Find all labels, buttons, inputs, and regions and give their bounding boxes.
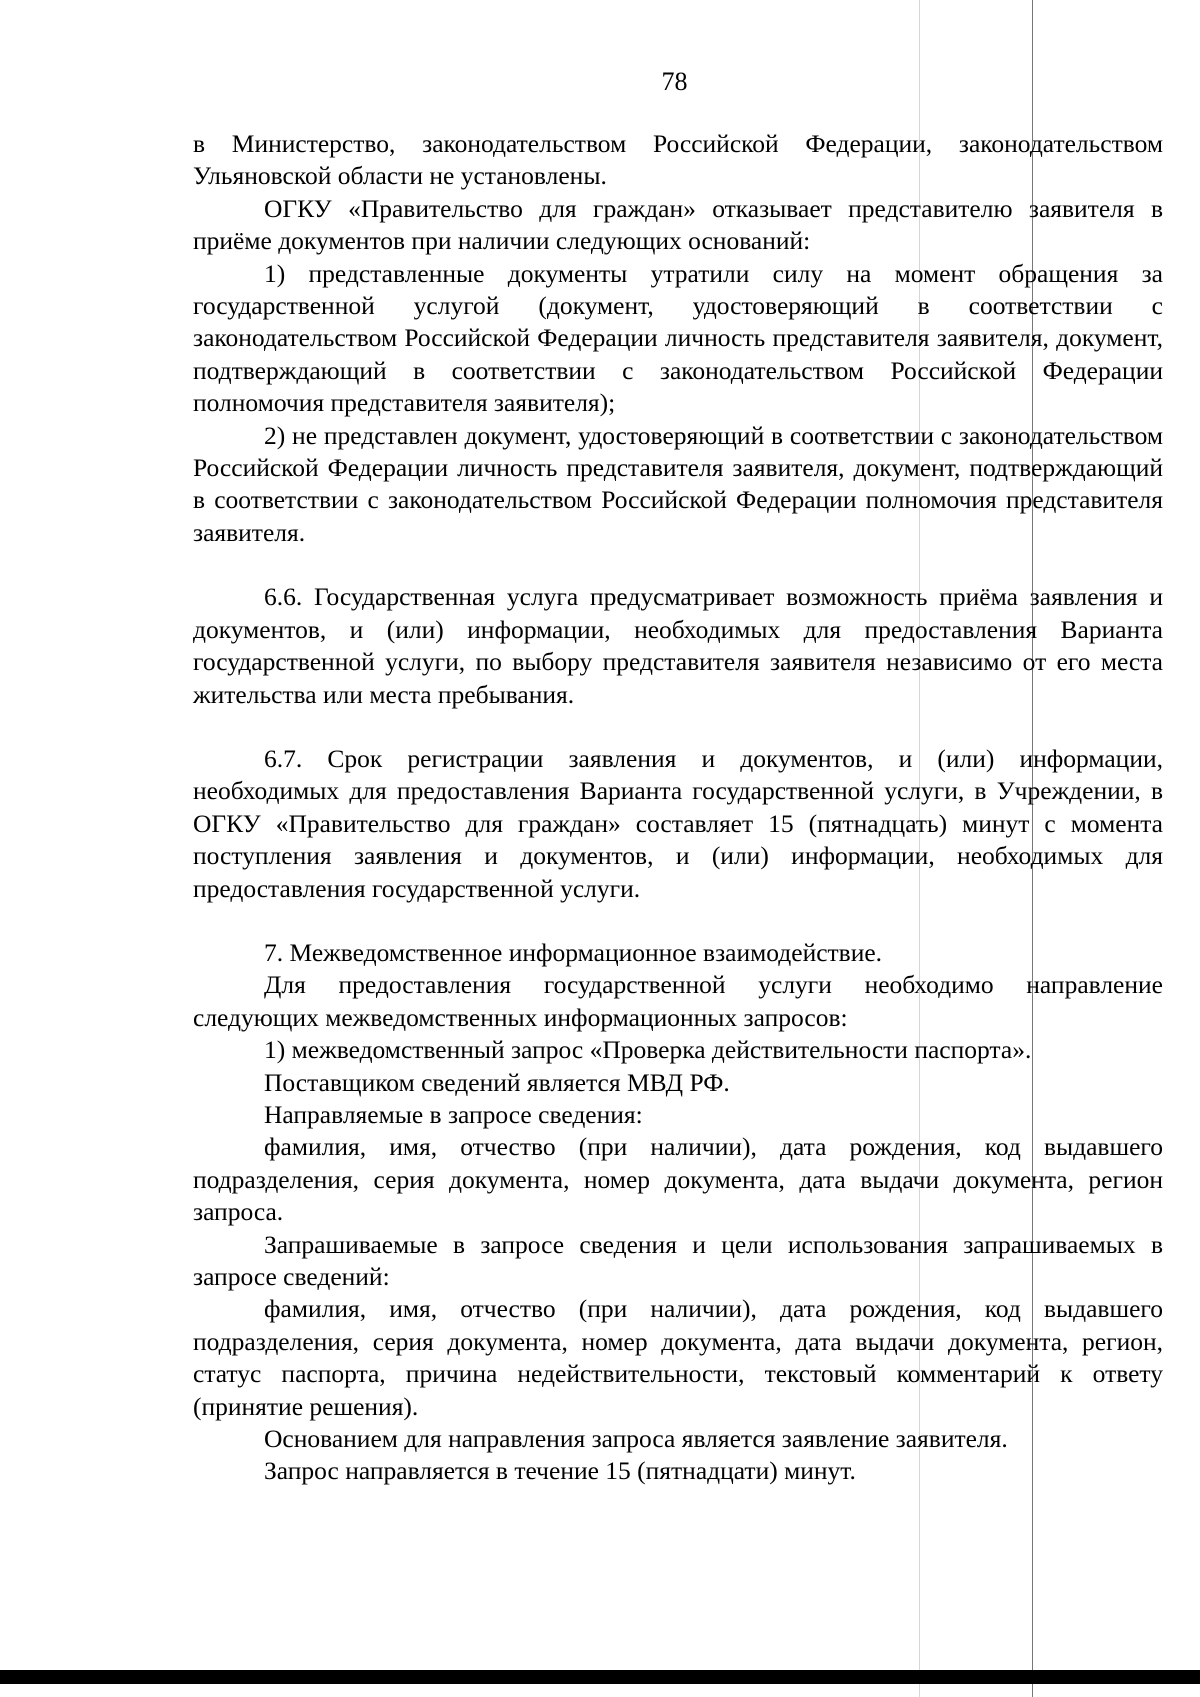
paragraph: 6.7. Срок регистрации заявления и документов, и (или) информации, необходимых для предоставления Варианта государственной услуги, в Учреждении, в ОГКУ «Правительство для граждан» составляет 15 (пятнадцать) минут с момента поступления заявления и документов, и (или) информации, необходимых для предоставления государственной услуги. bbox=[193, 743, 1163, 903]
document-body bbox=[193, 128, 1163, 1488]
paragraph: 6.6. Государственная услуга предусматривает возможность приёма заявления и документов, и (или) информации, необходимых для предоставления Варианта государственной услуги, по выбору представителя заявителя независимо от его места жительства или места пребывания. bbox=[193, 582, 1163, 709]
paragraph: ОГКУ «Правительство для граждан» отказывает представителю заявителя в приёме документов при наличии следующих оснований: bbox=[193, 193, 1163, 256]
paragraph: Направляемые в запросе сведения: bbox=[264, 1099, 643, 1129]
paragraph: Основанием для направления запроса является заявление заявителя. bbox=[264, 1424, 1008, 1454]
page-number: 78 bbox=[661, 67, 688, 96]
paragraph: фамилия, имя, отчество (при наличии), дата рождения, код выдавшего подразделения, серия документа, номер документа, дата выдачи документа, регион запроса. bbox=[193, 1132, 1163, 1227]
paragraph: 1) межведомственный запрос «Проверка действительности паспорта». bbox=[264, 1035, 1032, 1065]
paragraph: 7. Межведомственное информационное взаимодействие. bbox=[264, 937, 883, 967]
paragraph: 2) не представлен документ, удостоверяющий в соответствии с законодательством Российской Федерации личность представителя заявителя, документ, подтверждающий в соответствии с законодательством Российской Федерации полномочия представителя заявителя. bbox=[193, 420, 1163, 547]
paragraph: 1) представленные документы утратили силу на момент обращения за государственной услугой (документ, удостоверяющий в соответствии с законодательством Российской Федерации личность представителя заявителя, документ, подтверждающий в соответствии с законодательством Российской Федерации полномочия представителя заявителя); bbox=[193, 258, 1163, 418]
paragraph: Поставщиком сведений является МВД РФ. bbox=[264, 1067, 730, 1097]
paragraph: Запрос направляется в течение 15 (пятнадцати) минут. bbox=[264, 1456, 856, 1486]
paragraph: Для предоставления государственной услуги необходимо направление следующих межведомственных информационных запросов: bbox=[193, 970, 1163, 1032]
paragraph: в Министерство, законодательством Российской Федерации, законодательством Ульяновской области не установлены. bbox=[193, 129, 1163, 191]
paragraph: Запрашиваемые в запросе сведения и цели использования запрашиваемых в запросе сведений: bbox=[193, 1229, 1163, 1291]
scan-bottom-border bbox=[0, 1670, 1200, 1684]
paragraph: фамилия, имя, отчество (при наличии), дата рождения, код выдавшего подразделения, серия документа, номер документа, дата выдачи документа, регион, статус паспорта, причина недействительности, текстовый комментарий к ответу (принятие решения). bbox=[193, 1294, 1163, 1421]
